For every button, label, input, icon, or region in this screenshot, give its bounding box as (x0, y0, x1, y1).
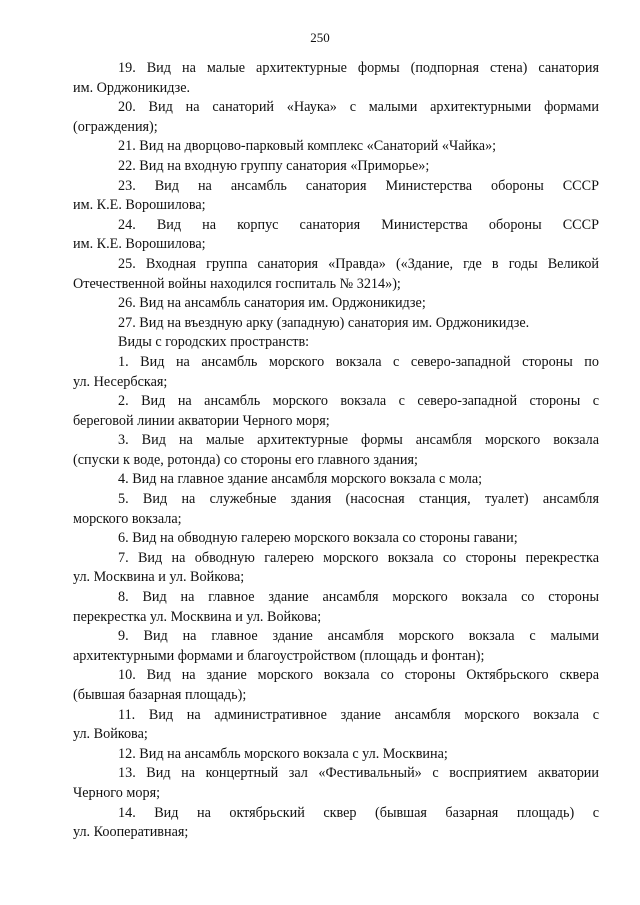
list-item (73, 216, 599, 255)
list-item-line: 23. Вид на ансамбль санатория Министерства обороны СССР (118, 177, 599, 194)
list-item (73, 490, 599, 529)
list-item-line: им. К.Е. Ворошилова; (73, 197, 206, 214)
list-item (73, 588, 599, 627)
page-number: 250 (310, 30, 330, 45)
list-item-line: 26. Вид на ансамбль санатория им. Орджоникидзе; (118, 295, 426, 312)
list-item (73, 157, 599, 177)
list-item (73, 764, 599, 803)
list-item-line: 9. Вид на главное здание ансамбля морского вокзала с малыми (118, 628, 599, 645)
list-item-line: 14. Вид на октябрьский сквер (бывшая базарная площадь) с (118, 804, 599, 821)
list-item (73, 353, 599, 392)
list-item-line: 8. Вид на главное здание ансамбля морского вокзала со стороны (118, 589, 599, 606)
list-item-line: 22. Вид на входную группу санатория «Приморье»; (118, 157, 430, 174)
list-item-line: перекрестка ул. Москвина и ул. Войкова; (73, 608, 322, 625)
list-item (73, 529, 599, 549)
section-heading (73, 333, 599, 353)
list-item (73, 549, 599, 588)
list-item-line: ул. Несербская; (73, 373, 168, 390)
list-item-line: 13. Вид на концертный зал «Фестивальный» с восприятием акватории (118, 765, 599, 782)
list-item (73, 314, 599, 334)
list-item (73, 177, 599, 216)
list-item-line: 7. Вид на обводную галерею морского вокзала со стороны перекрестка (118, 549, 599, 566)
list-item-line: 19. Вид на малые архитектурные формы (подпорная стена) санатория (118, 60, 599, 76)
list-item-line: Отечественной войны находился госпиталь № 3214»); (73, 275, 401, 292)
list-item-line: 27. Вид на въездную арку (западную) санатория им. Орджоникидзе. (118, 314, 530, 331)
list-item-line: архитектурными формами и благоустройством (площадь и фонтан); (73, 647, 485, 664)
list-item-line: (спуски к воде, ротонда) со стороны его главного здания; (73, 451, 418, 468)
list-item (73, 745, 599, 765)
list-item-line: 2. Вид на ансамбль морского вокзала с северо-западной стороны с (118, 393, 599, 410)
list-item (73, 706, 599, 745)
list-item (73, 666, 599, 705)
section-heading-text: Виды с городских пространств: (118, 334, 310, 351)
list-item-line: 6. Вид на обводную галерею морского вокзала со стороны гавани; (118, 530, 518, 547)
list-item (73, 137, 599, 157)
list-item-line: ул. Войкова; (73, 726, 148, 743)
list-item-line: Черного моря; (73, 784, 161, 801)
list-item (73, 470, 599, 490)
list-item-line: им. Орджоникидзе. (73, 79, 191, 96)
list-item-line: им. К.Е. Ворошилова; (73, 236, 206, 253)
list-item-line: 1. Вид на ансамбль морского вокзала с северо-западной стороны по (118, 353, 599, 370)
list-item-line: 24. Вид на корпус санатория Министерства обороны СССР (118, 216, 599, 233)
list-item-line: береговой линии акватории Черного моря; (73, 412, 330, 429)
list-item-line: 3. Вид на малые архитектурные формы ансамбля морского вокзала (118, 432, 599, 449)
list-item (73, 392, 599, 431)
list-item (73, 255, 599, 294)
list-item-line: 21. Вид на дворцово-парковый комплекс «Санаторий «Чайка»; (118, 138, 497, 155)
list-item-line: ул. Кооперативная; (73, 824, 189, 841)
document-body (73, 59, 599, 843)
list-item (73, 59, 599, 98)
list-item-line: морского вокзала; (73, 510, 182, 527)
list-item (73, 98, 599, 137)
list-item-line: 5. Вид на служебные здания (насосная станция, туалет) ансамбля (118, 491, 599, 508)
list-item (73, 804, 599, 843)
list-item-line: ул. Москвина и ул. Войкова; (73, 569, 245, 586)
list-item-line: 12. Вид на ансамбль морского вокзала с ул. Москвина; (118, 745, 448, 762)
list-item-line: 20. Вид на санаторий «Наука» с малыми архитектурными формами (118, 99, 599, 116)
list-item (73, 294, 599, 314)
list-item (73, 431, 599, 470)
list-item-line: 25. Входная группа санатория «Правда» («Здание, где в годы Великой (118, 255, 599, 272)
list-item-line: 4. Вид на главное здание ансамбля морского вокзала с мола; (118, 471, 483, 488)
list-item (73, 627, 599, 666)
list-item-line: (ограждения); (73, 118, 158, 135)
list-item-line: 10. Вид на здание морского вокзала со стороны Октябрьского сквера (118, 667, 599, 684)
list-item-line: 11. Вид на административное здание ансамбля морского вокзала с (118, 706, 599, 723)
list-item-line: (бывшая базарная площадь); (73, 687, 247, 703)
